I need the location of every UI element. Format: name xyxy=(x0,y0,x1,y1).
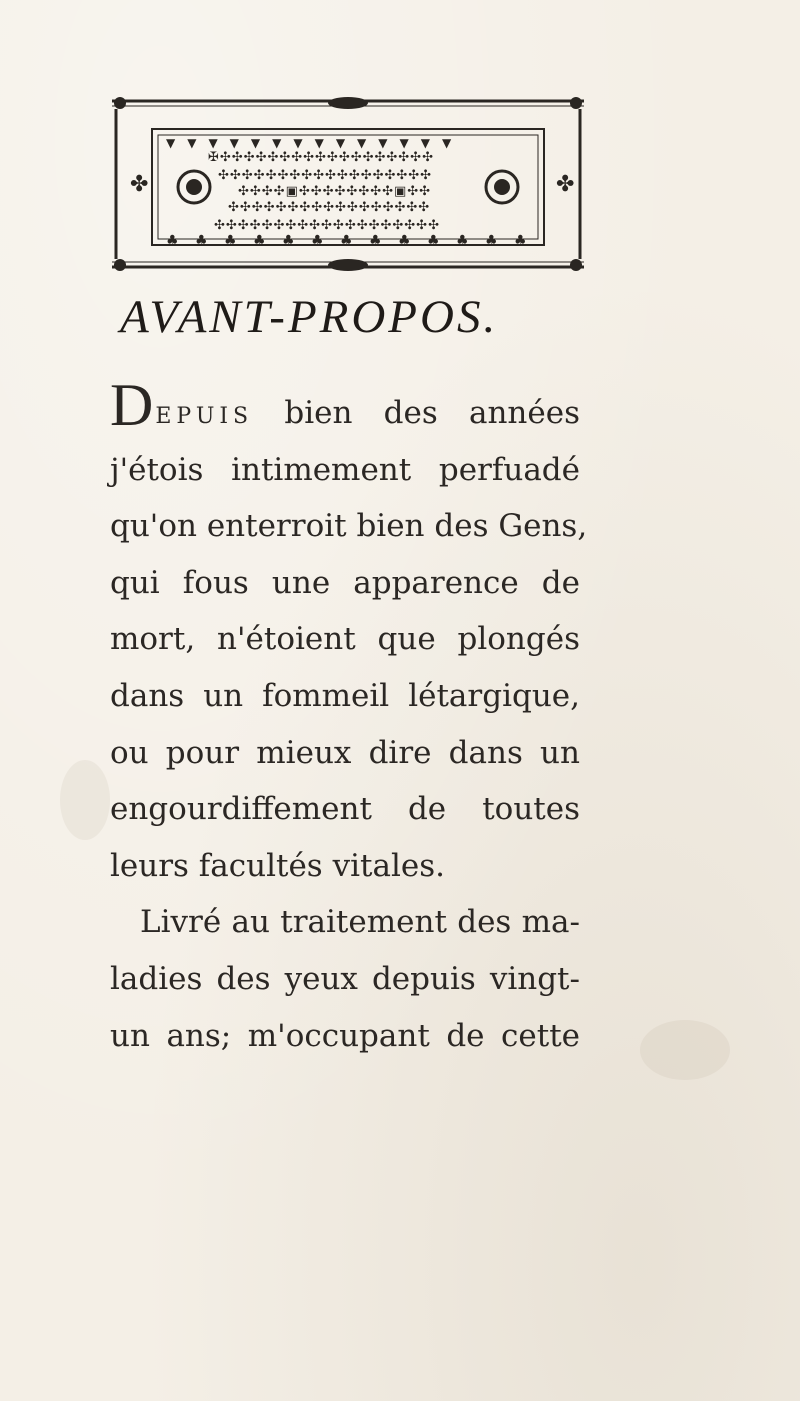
svg-text:✣✣✣✣▣✣✣✣✣✣✣✣✣▣✣✣: ✣✣✣✣▣✣✣✣✣✣✣✣✣▣✣✣ xyxy=(238,184,432,199)
svg-text:✤: ✤ xyxy=(130,172,149,197)
paper-stain xyxy=(640,1020,730,1080)
text-line: mort, n'étoient que plongés xyxy=(110,621,580,658)
page-title: AVANT-PROPOS. xyxy=(120,291,499,343)
svg-text:✣✣✣✣✣✣✣✣✣✣✣✣✣✣✣✣✣: ✣✣✣✣✣✣✣✣✣✣✣✣✣✣✣✣✣ xyxy=(228,200,431,215)
text-line: dans un fommeil létargique, xyxy=(110,677,580,714)
text-line xyxy=(110,372,580,442)
text-line: qu'on enterroit bien des Gens, xyxy=(110,508,588,545)
line-text: bien des années xyxy=(284,395,580,431)
svg-text:▼▼▼▼▼▼▼▼▼▼▼▼▼▼: ▼▼▼▼▼▼▼▼▼▼▼▼▼▼ xyxy=(166,136,464,150)
svg-text:✤: ✤ xyxy=(556,172,575,197)
body-text xyxy=(110,372,588,1064)
text-line: ou pour mieux dire dans un xyxy=(110,734,580,771)
text-line: un ans; m'occupant de cette xyxy=(110,1017,580,1054)
text-line: j'étois intimement perfuadé xyxy=(110,451,580,488)
text-line: Livré au traitement des ma- xyxy=(140,904,580,941)
drop-cap: D xyxy=(110,372,154,438)
paper-stain xyxy=(60,760,110,840)
text-line: qui fous une apparence de xyxy=(110,564,580,601)
svg-text:✣✣✣✣✣✣✣✣✣✣✣✣✣✣✣✣✣✣: ✣✣✣✣✣✣✣✣✣✣✣✣✣✣✣✣✣✣ xyxy=(218,168,433,183)
svg-text:♣ ♣ ♣ ♣ ♣ ♣ ♣ ♣ ♣ ♣ ♣ ♣ ♣: ♣ ♣ ♣ ♣ ♣ ♣ ♣ ♣ ♣ ♣ ♣ ♣ ♣ xyxy=(166,233,533,249)
text-line: engourdiffement de toutes xyxy=(110,791,580,828)
svg-text:✣✣✣✣✣✣✣✣✣✣✣✣✣✣✣✣✣✣✣: ✣✣✣✣✣✣✣✣✣✣✣✣✣✣✣✣✣✣✣ xyxy=(214,218,440,233)
text-line: leurs facultés vitales. xyxy=(110,847,445,884)
decorative-headpiece xyxy=(108,95,588,275)
text-line: ladies des yeux depuis vingt- xyxy=(110,960,580,997)
svg-text:✠✣✣✣✣✣✣✣✣✣✣✣✣✣✣✣✣✣✣: ✠✣✣✣✣✣✣✣✣✣✣✣✣✣✣✣✣✣✣ xyxy=(208,150,434,165)
first-word-smallcaps: EPUIS xyxy=(155,404,254,429)
